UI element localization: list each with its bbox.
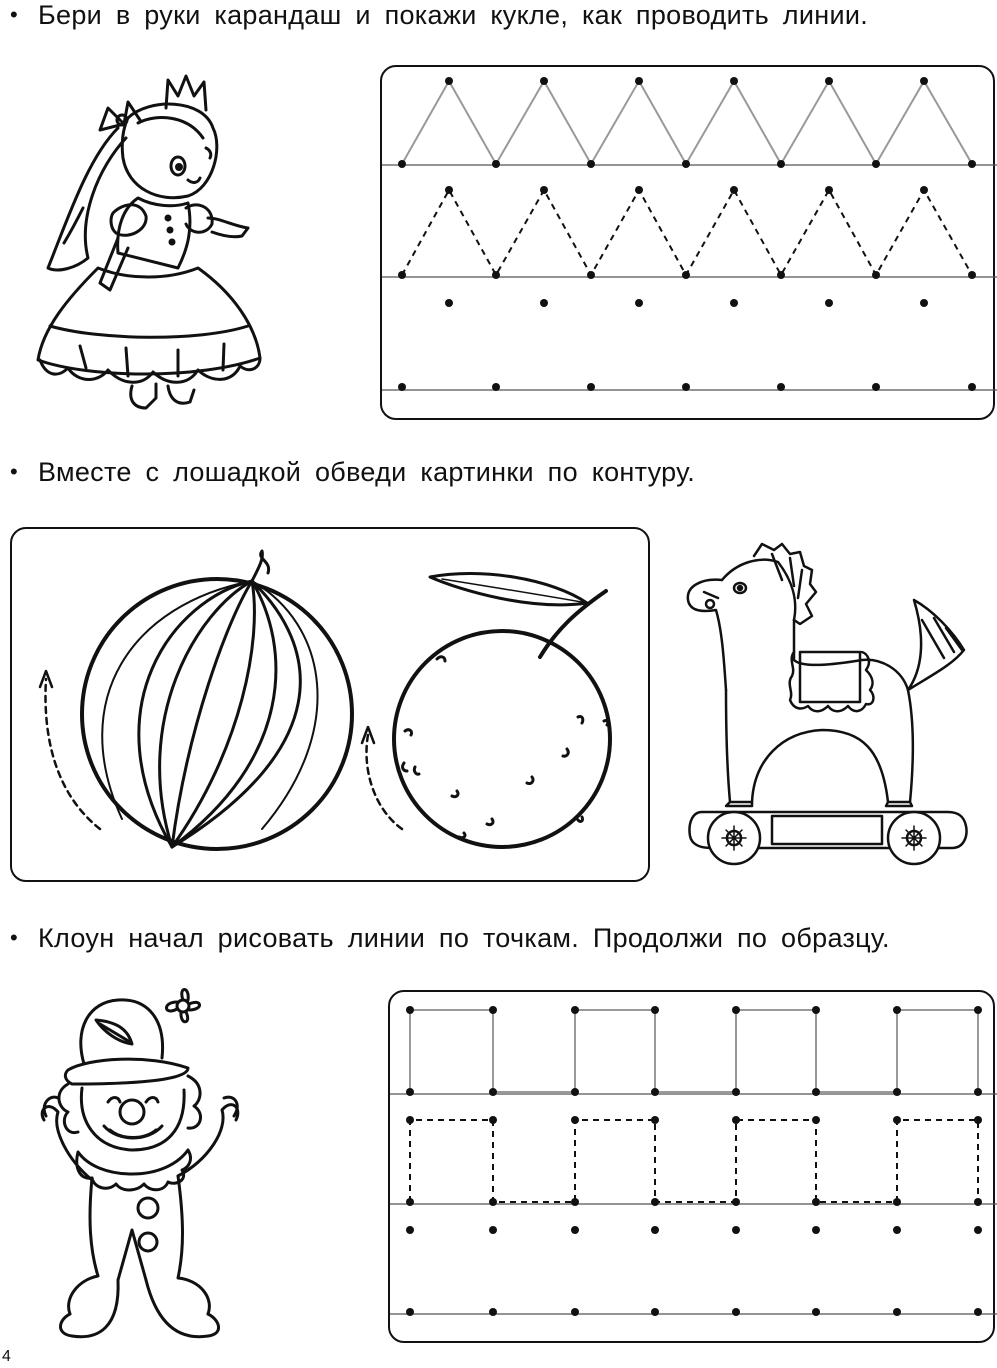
page-number: 4 (2, 1348, 11, 1365)
doll-icon (28, 68, 268, 418)
horse-icon (682, 540, 972, 880)
zigzag-tracing-panel[interactable] (380, 65, 995, 420)
clown-icon (38, 980, 278, 1345)
bullet-icon: • (10, 2, 19, 27)
task-2-heading (10, 457, 695, 487)
task-3-text: Клоун начал рисовать линии по точкам. Продолжи по образцу. (38, 923, 890, 953)
zigzag-sample-line (402, 81, 972, 164)
task-1-text: Бери в руки карандаш и покажи кукле, как проводить линии. (38, 0, 869, 30)
contour-tracing-panel[interactable] (10, 527, 650, 882)
watermelon-icon (82, 551, 352, 849)
task-2-text: Вместе с лошадкой обведи картинки по контуру. (38, 457, 696, 487)
zigzag-row-1-dots (398, 77, 976, 168)
orange-icon (394, 573, 610, 847)
zigzag-row-3-dots (398, 299, 976, 391)
square-wave-sample-line (410, 1010, 978, 1092)
square-wave-tracing-panel[interactable] (388, 990, 995, 1343)
task-3-heading (10, 923, 890, 953)
zigzag-dashed-line (402, 190, 972, 275)
square-wave-dashed-line (410, 1120, 978, 1202)
bullet-icon: • (10, 925, 19, 950)
bullet-icon: • (10, 459, 19, 484)
zigzag-row-2-dots (398, 186, 976, 279)
task-1-heading (10, 0, 868, 30)
